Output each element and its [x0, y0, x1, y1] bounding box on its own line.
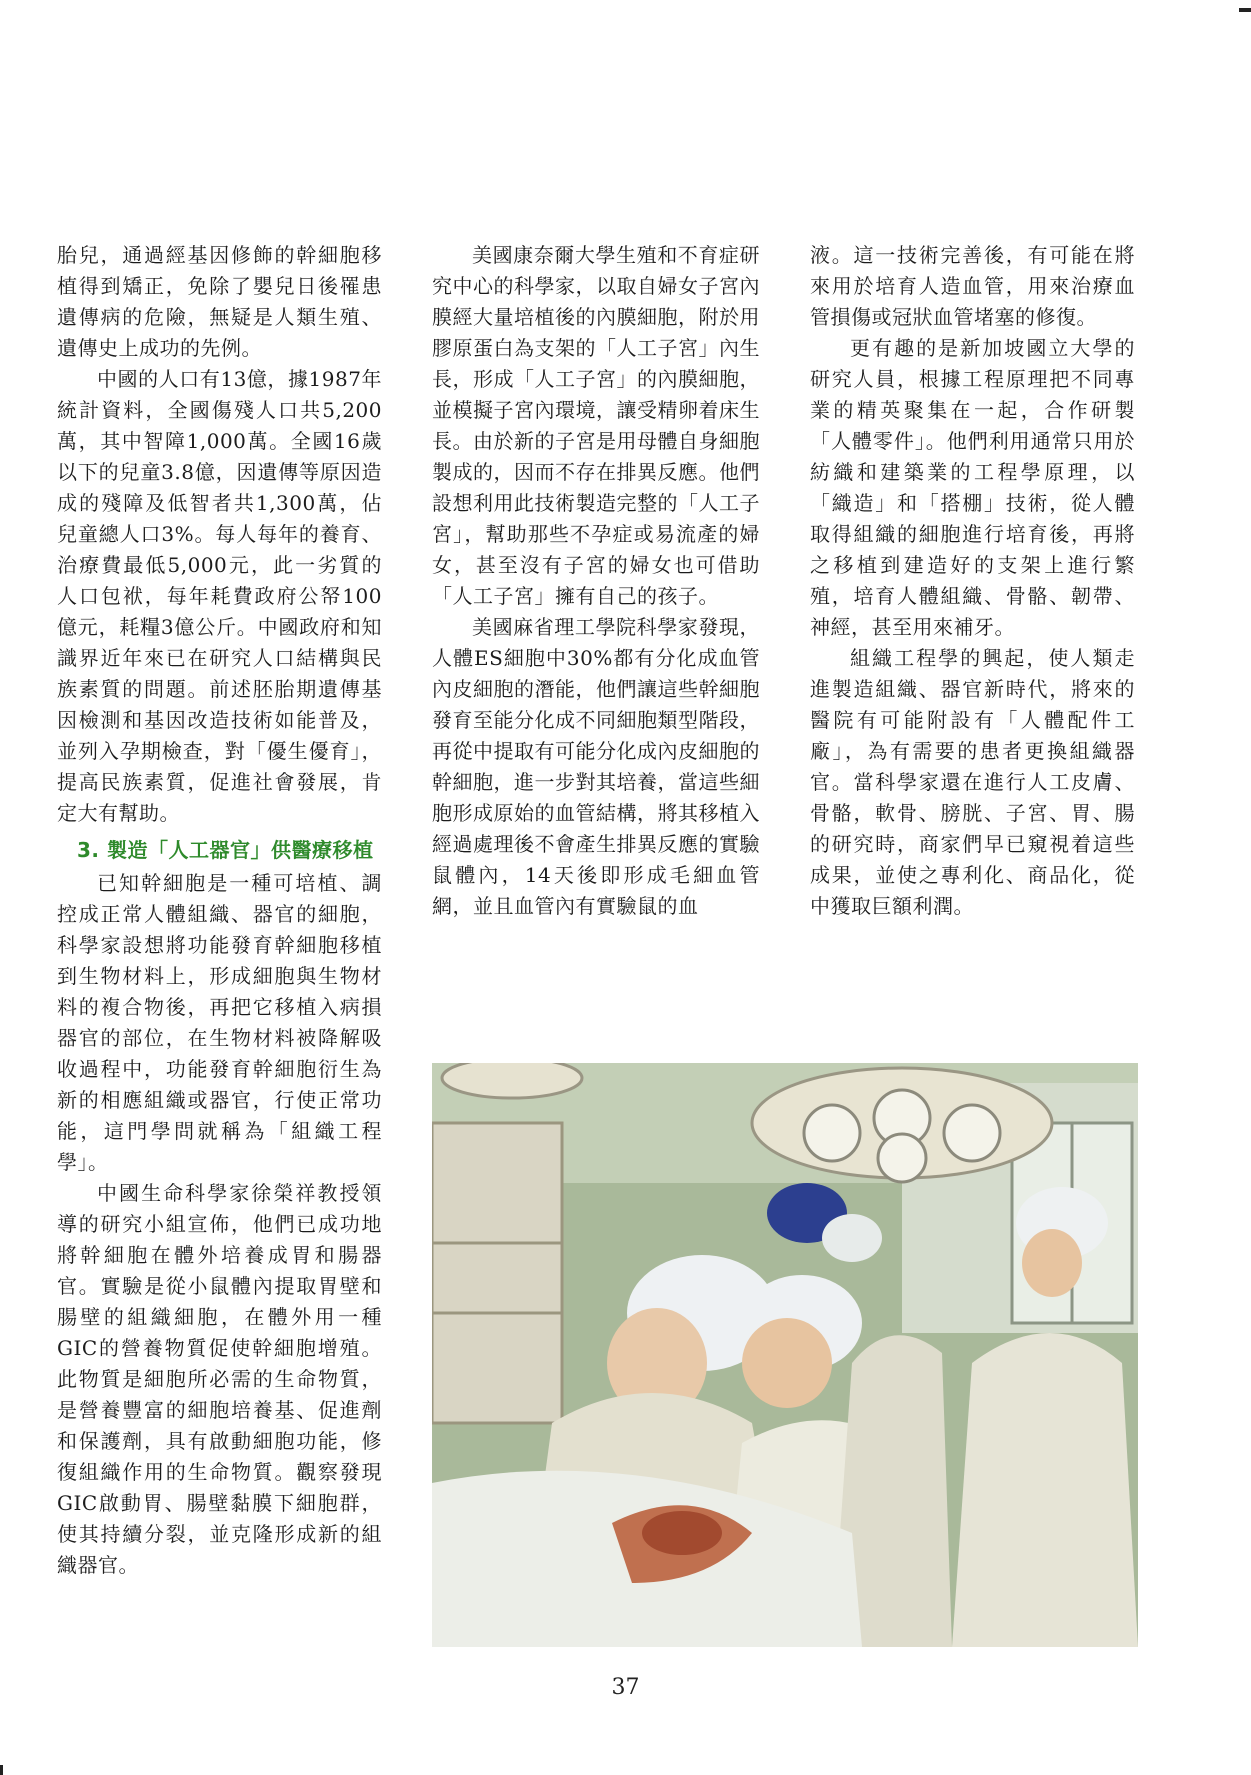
paragraph: 中國的人口有13億，據1987年統計資料，全國傷殘人口共5,200萬，其中智障1,000萬。全國16歲以下的兒童3.8億，因遺傳等原因造成的殘障及低智者共1,300萬，佔兒童總人口3%。每人每年的養育、治療費最低5,000元，此一劣質的人口包袱，每年耗費政府公帑100億元，耗糧3億公斤。中國政府和知識界近年來已在研究人口結構與民族素質的問題。前述胚胎期遺傳基因檢測和基因改造技術如能普及，並列入孕期檢查，對「優生優育」，提高民族素質，促進社會發展，肯定大有幫助。	[57, 367, 382, 825]
paragraph: 美國康奈爾大學生殖和不育症研究中心的科學家，以取自婦女子宮內膜經大量培植後的內膜細胞，附於用膠原蛋白為支架的「人工子宮」內生長，形成「人工子宮」的內膜細胞，並模擬子宮內環境，讓受精卵着床生長。由於新的子宮是用母體自身細胞製成的，因而不存在排異反應。他們設想利用此技術製造完整的「人工子宮」，幫助那些不孕症或易流產的婦女，甚至沒有子宮的婦女也可借助「人工子宮」擁有自己的孩子。	[432, 243, 760, 608]
scan-edge-mark	[0, 1765, 3, 1775]
paragraph: 已知幹細胞是一種可培植、調控成正常人體組織、器官的細胞，科學家設想將功能發育幹細胞移植到生物材料上，形成細胞與生物材料的複合物後，再把它移植入病損器官的部位，在生物材料被降解吸收過程中，功能發育幹細胞衍生為新的相應組織或器官，行使正常功能，這門學問就稱為「組織工程學」。	[57, 871, 382, 1174]
paragraph: 組織工程學的興起，使人類走進製造組織、器官新時代，將來的醫院有可能附設有「人體配件工廠」，為有需要的患者更換組織器官。當科學家還在進行人工皮膚、骨骼，軟骨、膀胱、子宮、胃、腸的研究時，商家們早已窺視着這些成果，並使之專利化、商品化，從中獲取巨額利潤。	[810, 646, 1135, 918]
paragraph: 液。這一技術完善後，有可能在將來用於培育人造血管，用來治療血管損傷或冠狀血管堵塞的修復。	[810, 243, 1135, 329]
paragraph: 中國生命科學家徐榮祥教授領導的研究小組宣佈，他們已成功地將幹細胞在體外培養成胃和腸器官。實驗是從小鼠體內提取胃壁和腸壁的組織細胞，在體外用一種GIC的營養物質促使幹細胞增殖。此物質是細胞所必需的生命物質，是營養豐富的細胞培養基、促進劑和保護劑，具有啟動細胞功能，修復組織作用的生命物質。觀察發現GIC啟動胃、腸壁黏膜下細胞群，使其持續分裂，並克隆形成新的組織器官。	[57, 1181, 382, 1577]
scan-edge-mark	[1239, 8, 1251, 12]
section-heading: 3. 製造「人工器官」供醫療移植	[77, 838, 374, 862]
text-column-2	[432, 240, 760, 922]
paragraph: 更有趣的是新加坡國立大學的研究人員，根據工程原理把不同專業的精英聚集在一起，合作研製「人體零件」。他們利用通常只用於紡織和建築業的工程學原理，以「織造」和「搭棚」技術，從人體取得組織的細胞進行培育後，再將之移植到建造好的支架上進行繁殖，培育人體組織、骨骼、韌帶、神經，甚至用來補牙。	[810, 336, 1135, 639]
text-column-1	[57, 240, 382, 1581]
text-column-3	[810, 240, 1135, 922]
page-number: 37	[611, 1675, 640, 1700]
surgery-photo	[432, 1063, 1138, 1647]
paragraph: 美國麻省理工學院科學家發現，人體ES細胞中30%都有分化成血管內皮細胞的潛能，他們讓這些幹細胞發育至能分化成不同細胞類型階段，再從中提取有可能分化成內皮細胞的幹細胞，進一步對其培養，當這些細胞形成原始的血管結構，將其移植入經過處理後不會產生排異反應的實驗鼠體內，14天後即形成毛細血管網，並且血管內有實驗鼠的血	[432, 615, 760, 918]
paragraph: 胎兒，通過經基因修飾的幹細胞移植得到矯正，免除了嬰兒日後罹患遺傳病的危險，無疑是人類生殖、遺傳史上成功的先例。	[57, 243, 382, 360]
